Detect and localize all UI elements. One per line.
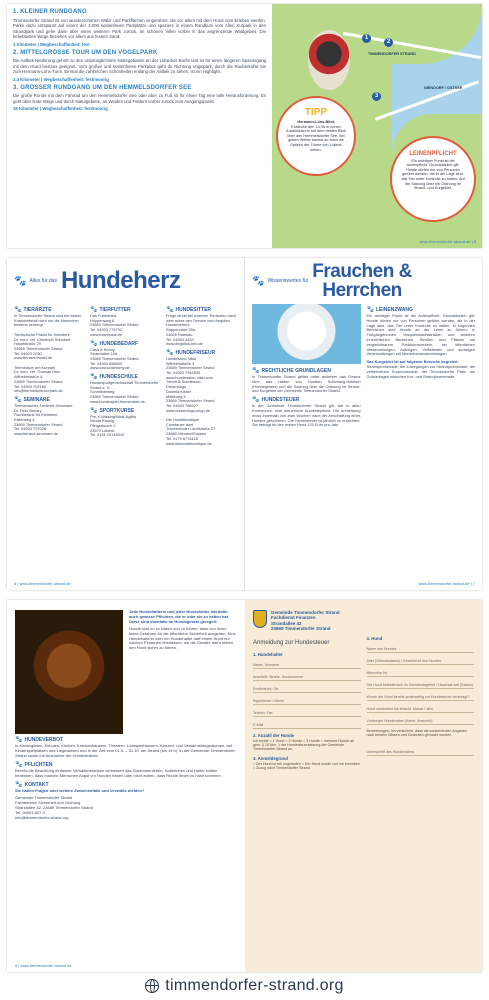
section-heading: 🐾 HUNDESTEUER [252, 397, 300, 404]
contact-line: Fachbereich Sicherheit und Ordnung [15, 800, 81, 806]
route-1 [13, 10, 266, 48]
org-line: Fachdienst Finanzen [271, 615, 316, 621]
directory-column [14, 304, 85, 446]
paw-icon: 🐾 [14, 307, 22, 313]
directory-line: Das Futterhaus [90, 313, 117, 318]
directory-line: www.futterhaus.de [90, 331, 123, 337]
route-2 [13, 51, 266, 83]
section-heading-label: HUNDESCHULE [99, 374, 138, 381]
heading-prefix: Wissenswertes für [267, 278, 309, 284]
section-heading-label: TIERÄRZTE [23, 307, 52, 313]
leash-title: LEINENPFLICHT [409, 151, 457, 157]
directory-line: Rupperzdorf 39a [166, 327, 195, 333]
directory-line: Tel. 04503 898500 [90, 360, 123, 366]
directory-line: 23669 Timmendorfer Strand [14, 421, 63, 427]
directory-column [90, 304, 161, 446]
paw-icon: 🐾 [14, 396, 22, 403]
brown-dog-photo [15, 610, 123, 734]
directory-line: www.tierarzt-seminare.de [14, 431, 58, 437]
directory-line: 23570 Lübeck [90, 427, 115, 433]
directory-line: Nicola Raunig [90, 418, 115, 424]
tipp-box [276, 96, 356, 176]
directory-line: Tel. 04503 779793 [90, 327, 123, 333]
section-heading [90, 408, 161, 414]
directory-line: Die Hundeboutique [166, 417, 200, 423]
page-footer: www.timmendorfer-strand.de | 5 [419, 239, 476, 244]
form-remark: Bemerkungen: Ich versichere, dass die vorstehenden Angaben nach bestem Wissen und Gewissen gemacht wurden. [366, 728, 467, 738]
route-meta: 2,4 Kilometer | Wegbeschaffenheit: fest/moorig [13, 76, 109, 82]
directory-line: 23626 Ratekau [166, 331, 193, 337]
section-bold: Das Kurgebiet ist auf folgende Bereiche begrenzt: [366, 359, 459, 365]
contact-line: info@timmendorfer-strand.org [15, 815, 69, 821]
directory-line: www.casoundemmy.de [90, 365, 130, 371]
directory-line: Pfingstbusch 2 [90, 422, 116, 428]
directory-line: Dreamdogs [166, 384, 187, 390]
page-heading [252, 262, 475, 300]
directory-line: Frage direkt bei unseren Tierärzten nach oder nutze den Service vom Aegidius Hundebetreut [166, 313, 237, 328]
form-field[interactable]: Name des Hundes [367, 642, 475, 653]
route-marker: 3 [372, 92, 381, 101]
paw-icon: 🐾 [90, 340, 98, 347]
form-field[interactable]: Hund verstorben bis einschl. Monat / Jahr [367, 702, 475, 713]
route-text: Die Aalbek-Niederung gehört zu den ursprünglichsten Naturgebieten an der Lübecker Bucht und ist für einen längeren Spaziergang mit dem Hund bestens geeignet. Vom großen und kostenfreien Parkplatz geht du Richtung Vogelpark, durch die Rauberkuhle bis zum Hermann-Löns-Turm. Einmal die zahlreichen Schönheiten entlang der Aalbek zu sehen, ist ein Highlight. [13, 58, 266, 75]
route-marker: 1 [362, 34, 371, 43]
section-heading-label: HUNDEFRISEUR [175, 349, 216, 356]
section-text: Bereits die Beachtung einfacher Verhaltensweisen verbessert das Zusammenleben. Halterinnen und Halter sollten bedenken, dass manche Menschen Angst vor Hunden haben oder nicht wollen, dass Hunde ihnen zu nahe kommen. [15, 767, 222, 778]
directory-line: Strandallee 106 [90, 351, 118, 357]
section-text: Ein wichtiger Punkt ist die Anleinpflicht. Grundsätzlich gilt: Hunde dürfen nur von Personen geführt werden, die in der Lage sind, das Tier unter Kontrolle zu halten. In folgenden Bereichen sind Hunde an der Leine zu führen: in Fußgängerzonen, Haupteinkaufsstraßen und anderen innerörtlichen Bereichen, Straßen und Plätzen mit vergleichbarem Publikumsverkehr, bei öffentlichen Versammlungen, Aufzügen, Volksfesten und sonstigen Veranstaltungen mit Menschenansammlungen. [366, 313, 475, 357]
directory-line: 23669 Timmendorfer Strand [90, 322, 139, 328]
section-text: Sie haben Fragen oder weitere Zwischenfälle und Verstöße melden? [15, 787, 145, 793]
directory-line: Mittelweg 4 [166, 393, 186, 399]
route-map [272, 4, 482, 248]
section-text: In der Gemeinde Timmendorfer Strand gilt, wie in allen Kommunen, eine steuerliche Anmeldepflicht. Die Anmeldung muss innerhalb von zwei Wochen nach der Anschaffung eines Hundes geschehen. Die Hundesteuer ist jährlich zu entrichten. Sie beträgt für den ersten Hund 120 Euro pro Jahr. [252, 403, 361, 428]
frauchen-herrchen-page [245, 258, 482, 590]
directory-line: Wilhelmstraße 4 [14, 374, 43, 380]
walking-routes [7, 4, 272, 248]
paw-icon: 🐾 [166, 349, 174, 356]
hundeherz-page [7, 258, 245, 590]
directory-line: 23669 Niendorf/Ostsee [166, 431, 207, 437]
info-columns [252, 304, 475, 428]
site-url-link[interactable]: timmendorfer-strand.org [165, 977, 344, 994]
heading-prefix: Alles für das [29, 278, 57, 284]
paw-icon: 🐾 [252, 275, 265, 287]
form-column-right [367, 632, 475, 771]
heading-title: Hundeherz [60, 267, 181, 294]
form-fields [367, 642, 475, 725]
form-field[interactable]: Vorheriger Hundehalter (Name, Anschrift) [367, 714, 475, 725]
directory-line: Hundesalon Nikki [166, 355, 197, 361]
form-note: Ich melde ○ 1 Hund ○ 2 Hunde ○ 3 Hunde ○ mehrere Hunde ab gem. § 10 Abs. 1 der Hundesteuersatzung der Gemeinde Timmendorfer Strand an. [253, 738, 354, 752]
directory-line: Hauptstraße 29 [14, 341, 41, 347]
paw-icon: 🐾 [166, 307, 174, 313]
directory-line: 23669 Timmendorfer Strand [166, 398, 215, 404]
directory-line: 23669 Timmendorfer Strand [90, 355, 139, 361]
route-text: Die große Runde mit dem Fahrrad um den Hemmelsdorfer See oder aber zu Fuß ist für einen Tag eine tolle Herausforderung. Es geht über feste Wege und durch Naturgebiete, an Weiden und Feldern vorbei zurück zum Ausgangspunkt. [13, 93, 266, 104]
directory-line: Tel. 04503 707026 [14, 426, 47, 432]
map-label: NIENDORF / OSTSEE [424, 86, 463, 90]
directory-line: Daniela Kistler [166, 388, 192, 394]
form-field[interactable]: Anschrift: Straße, Hausnummer [253, 670, 361, 681]
globe-icon [145, 979, 159, 993]
form-header [253, 610, 474, 632]
paw-icon: 🐾 [252, 397, 260, 404]
directory-line: Tel. 0179 6778118 [166, 435, 198, 441]
site-footer [0, 972, 489, 1000]
form-field[interactable]: E-Mail [253, 718, 361, 729]
section-text: In Timmendorfer Strand gelten unter anderem das Gesetz über das Halten von Hunden Schleswig-Holstein (Hundegesetz) und die Satzung über die Ordnung im Strand- und Kurgebiet der Gemeinde Timmendorfer Strand. [252, 374, 361, 394]
form-field[interactable]: Mikrochip-Nr. [367, 666, 475, 677]
form-section: 2. Anzahl der Hunde [253, 732, 295, 738]
heading-title-line2: Herrchen [322, 280, 402, 301]
paw-icon: 🐾 [14, 275, 27, 287]
directory-line: Tel. 04503 786927 [166, 402, 199, 408]
form-section: 4. Hund [366, 635, 383, 641]
paw-icon: 🐾 [90, 307, 98, 313]
directory-line: Tel. 04503 7944530 [166, 370, 201, 376]
directory-line: Dr. med. vet. Christoph Schubert [14, 336, 71, 342]
paw-icon: 🐾 [15, 761, 23, 768]
map-label: TIMMENDORFER STRAND [368, 52, 416, 56]
contact-line: Gemeinde Timmendorfer Strand [15, 795, 73, 801]
directory-line: www.aegidius-info.de [166, 341, 203, 347]
page-heading [14, 262, 237, 300]
contact-block [15, 796, 237, 821]
directory-line: Caso & Emmy [90, 346, 115, 352]
brochure-pages-8-9 [7, 600, 482, 972]
white-dog-photo [252, 304, 361, 364]
directory-line: Constanze Isert [166, 421, 194, 427]
directory-line: 23669 Timmendorfer Strand [14, 378, 63, 384]
municipal-crest-icon [253, 610, 267, 628]
route-title: 3. GROSSER RUNDGANG UM DEN HEMMELSDORFER SEE [13, 84, 192, 91]
route-3 [13, 86, 266, 112]
dog-tax-form [245, 600, 482, 972]
directory-line: Fachtierarzt für Kleintiere [14, 412, 58, 418]
form-field[interactable]: Der Hund befindet sich im Gemeindegebiet / Haushalt seit (Datum) [367, 678, 475, 689]
contact-line: Strandallee 42, 23669 Timmendorfer Strand [15, 805, 93, 811]
directory-line: Pre-X-Walking/Walk-Agility [90, 413, 137, 419]
section-heading-label: TIERFUTTER [99, 307, 131, 313]
directory-line: 23669 Timmendorfer Strand [166, 365, 215, 371]
form-title: Anmeldung zur Hundesteuer [253, 639, 330, 646]
paw-icon: 🐾 [252, 368, 260, 374]
form-field[interactable]: Name, Vorname [253, 658, 361, 669]
directory-line: Hüppenweg 8 [90, 317, 115, 323]
directory-line: 23669 Timmendorfer Strand [14, 345, 63, 351]
section-heading-label: HUNDESITTER [175, 307, 212, 313]
brochure-page-5 [7, 4, 482, 248]
section-heading: 🐾 PFLICHTEN [15, 761, 53, 768]
page-footer: www.timmendorfer-strand.de | 7 [418, 581, 475, 586]
directory-line: Hundesportgemeinschaft Timmendorfer Strand e. V. [90, 380, 159, 390]
intro-bold: Jede Hundehalterin und jeder Hundehalter hat dafür auch gewisse Pflichten, die er oder sie zu halten hat. Diese sind ebenfalls im Hundegesetz geregelt: [129, 609, 230, 624]
tipp-head: Hermann-Löns-Blick [297, 120, 335, 124]
section-heading: 🐾 RECHTLICHE GRUNDLAGEN [252, 368, 331, 374]
directory-line: Travemünder Landstraße 27 [166, 426, 216, 432]
heading-title-line1: Frauchen & [312, 261, 412, 282]
org-line: 23669 Timmendorfer Strand [271, 626, 331, 632]
section-heading [90, 341, 161, 347]
paw-icon: 🐾 [366, 307, 374, 313]
form-note: ○ Der Hund ist mir zugelaufen ○ Der Hund wurde von mir erworben ○ Zuzug nach Timmendorfer Strand [253, 761, 360, 771]
form-field[interactable]: Eigentümer / Mieter [253, 694, 361, 705]
directory-columns [14, 304, 237, 446]
directory-line: Tel. 04503 2030 [14, 350, 42, 356]
org-line: Gemeinde Timmendorfer Strand [271, 610, 340, 615]
info-column [367, 304, 476, 428]
route-marker: 2 [384, 38, 393, 47]
directory-line: In Timmendorfer Strand sind bei einem Krankheitsfall nicht nur die Menschen bestens versorgt. [14, 313, 82, 328]
directory-line: Dr. Felix Benary [14, 407, 42, 413]
section-heading: 🐾 KONTAKT [15, 781, 49, 788]
signature-field[interactable]: Unterschrift des Hundehalters [367, 745, 475, 756]
directory-line: www.diehundeboutique.de [166, 440, 212, 446]
section-heading-label: SEMINARE [23, 396, 50, 403]
route-meta: 16 Kilometer | Wegbeschaffenheit: fest/moorig [13, 106, 108, 112]
directory-line: Tel. 0151 24149010 [90, 432, 125, 438]
directory-line: Tel. 04504 4433 [166, 336, 194, 342]
directory-line: Wilhelmstraße 3 [166, 360, 195, 366]
org-line: Strandallee 42 [271, 620, 302, 626]
leash-text: Ein wichtiger Punkt ist die Anleinpflicht. Grundsätzlich gilt: Hunde dürfen nur von Personen geführt werden, die in der Lage sind, das Tier unter Kontrolle zu halten. Auf die Satzung über die Ordnung im Strand- und Kurgebiet. [401, 158, 465, 191]
form-organisation [271, 610, 340, 632]
directory-line: Tiermedizin am Kurpark [14, 364, 56, 370]
directory-line: info@tiermedizin-kurpark.de [14, 388, 63, 394]
directory-line: 23669 Timmendorfer Strand [90, 394, 139, 400]
form-section: 3. Anmeldegrund [253, 755, 288, 761]
form-field[interactable]: Wurde der Hund bereits anderweitig zur Hundesteuer veranlagt? [367, 690, 475, 701]
directory-line: www.tierarzt-ewald.de [14, 355, 53, 361]
section-heading-label: HUNDEBEDARF [99, 340, 139, 347]
route-meta: 1 Kilometer | Wegbeschaffenheit: fest [13, 41, 90, 47]
section-text: In Kindergärten, Schulen, Kirchen, Krankenhäusern, Theatern, Lichtspielhäusern, Konzert- und Versammlungsräumen, auf Kinderspielplätzen und Liegewiesen und in der Zeit vom 01.5. – 31.10. am Strand (bis 19 h). In der Gemeinde Timmendorfer Strand sowie mit Ausnahme der Hundestrände. [15, 743, 235, 758]
section-heading: 🐾 HUNDEVERBOT [15, 737, 64, 743]
directory-line: Tierärztliche Praxis für Kleintiere [14, 331, 70, 337]
paw-icon: 🐾 [15, 781, 23, 788]
info-column [252, 304, 361, 428]
paw-icon: 🐾 [15, 737, 23, 743]
form-field[interactable]: Telefon, Fax [253, 706, 361, 717]
paw-icon: 🐾 [90, 407, 98, 414]
directory-line: Trimm & Schnittsalo [166, 379, 201, 385]
intro-text: Hunde sind so zu halten und zu führen, dass von ihnen keine Gefahren für die öffentliche Sicherheit ausgehen. Eine Hundehalterin oder ein Hundehalter darf einem Hund nur solchen Personen überlassen, die die Gewähr dafür bieten, den Hund sicher zu führen. [129, 625, 236, 651]
directory-line: www.hundesport-timmendorf.de [90, 398, 145, 404]
route-text: Timmendorfer Strand ist von wunderschönen Wald- und Parkflächen eingerahmt, die vor allem mit dem Hund zum Erleben werden. Parke dazu entspannt auf einem der 3.000 kostenfreien Parkplätze und spaziere in einem Rundkurs vom Allen Kurpark in den Strandpark und gehe dann über einen weiteren Park zurück, an schönen Villen vorbei in das angrenzende Waldgebiet. Die beliebtesten Wege beziehen vor allem aus festem Sand. [13, 17, 266, 40]
section-text: Strandpromenade, die Zuwegungen zur Strandpromenade, die verkehrsfreie Kurpromenade, der Timmendorfer Platz, die Grünanlagen zwischen Kur- und Strandpromenade. [366, 363, 475, 379]
paw-icon: 🐾 [90, 374, 98, 381]
tipp-text: Entdecke den 14,35 m hohen Aussichtsturm mit dem besten Blick über den Hemmelsdorfer See. Bei gutem Wetter kannst du auch die Spitzen der Türme von Lübeck sehen. [286, 124, 346, 152]
route-title: 1. KLEINER RUNDGANG [13, 9, 87, 15]
form-section: 1. Hundehalter [253, 651, 283, 657]
section-heading-label: SPORTKURSE [99, 407, 135, 414]
page-footer: 6 | www.timmendorfer-strand.de [14, 581, 71, 586]
contact-line: Tel. 04503 807-0 [15, 810, 45, 816]
directory-line: Dr. med. vet. Thomas Hinz [14, 369, 60, 375]
form-column-left [253, 632, 361, 771]
duties-page [7, 600, 245, 972]
form-columns [253, 632, 474, 771]
form-field[interactable]: Postleitzahl, Ort [253, 682, 361, 693]
directory-column [166, 304, 237, 446]
form-field[interactable]: Alter (Geburtsdatum) / Geschlecht des Hundes [367, 654, 475, 665]
directory-line: Schmiedeweg [90, 389, 115, 395]
page-footer: 8 | www.timmendorfer-strand.de [15, 963, 72, 968]
directory-line: Tel. 04503 702160 [14, 383, 47, 389]
route-title: 2. MITTELGROSSE TOUR UM DEN VOGELPARK [13, 49, 158, 56]
dog-photo [308, 30, 350, 90]
section-heading: 🐾 LEINENZWANG [366, 307, 413, 313]
tipp-title: TIPP [304, 107, 328, 118]
directory-line: www.dreamdogs-shop.de [166, 407, 210, 413]
directory-line: Timmendorfer-Tierärzte-Seminare [14, 402, 73, 408]
brochure-pages-6-7 [7, 258, 482, 590]
leash-box [390, 136, 476, 222]
form-fields [253, 658, 361, 729]
directory-line: Elsterweg 4 [14, 417, 35, 423]
directory-line: www.hundesalon-nikki.com [166, 374, 213, 380]
